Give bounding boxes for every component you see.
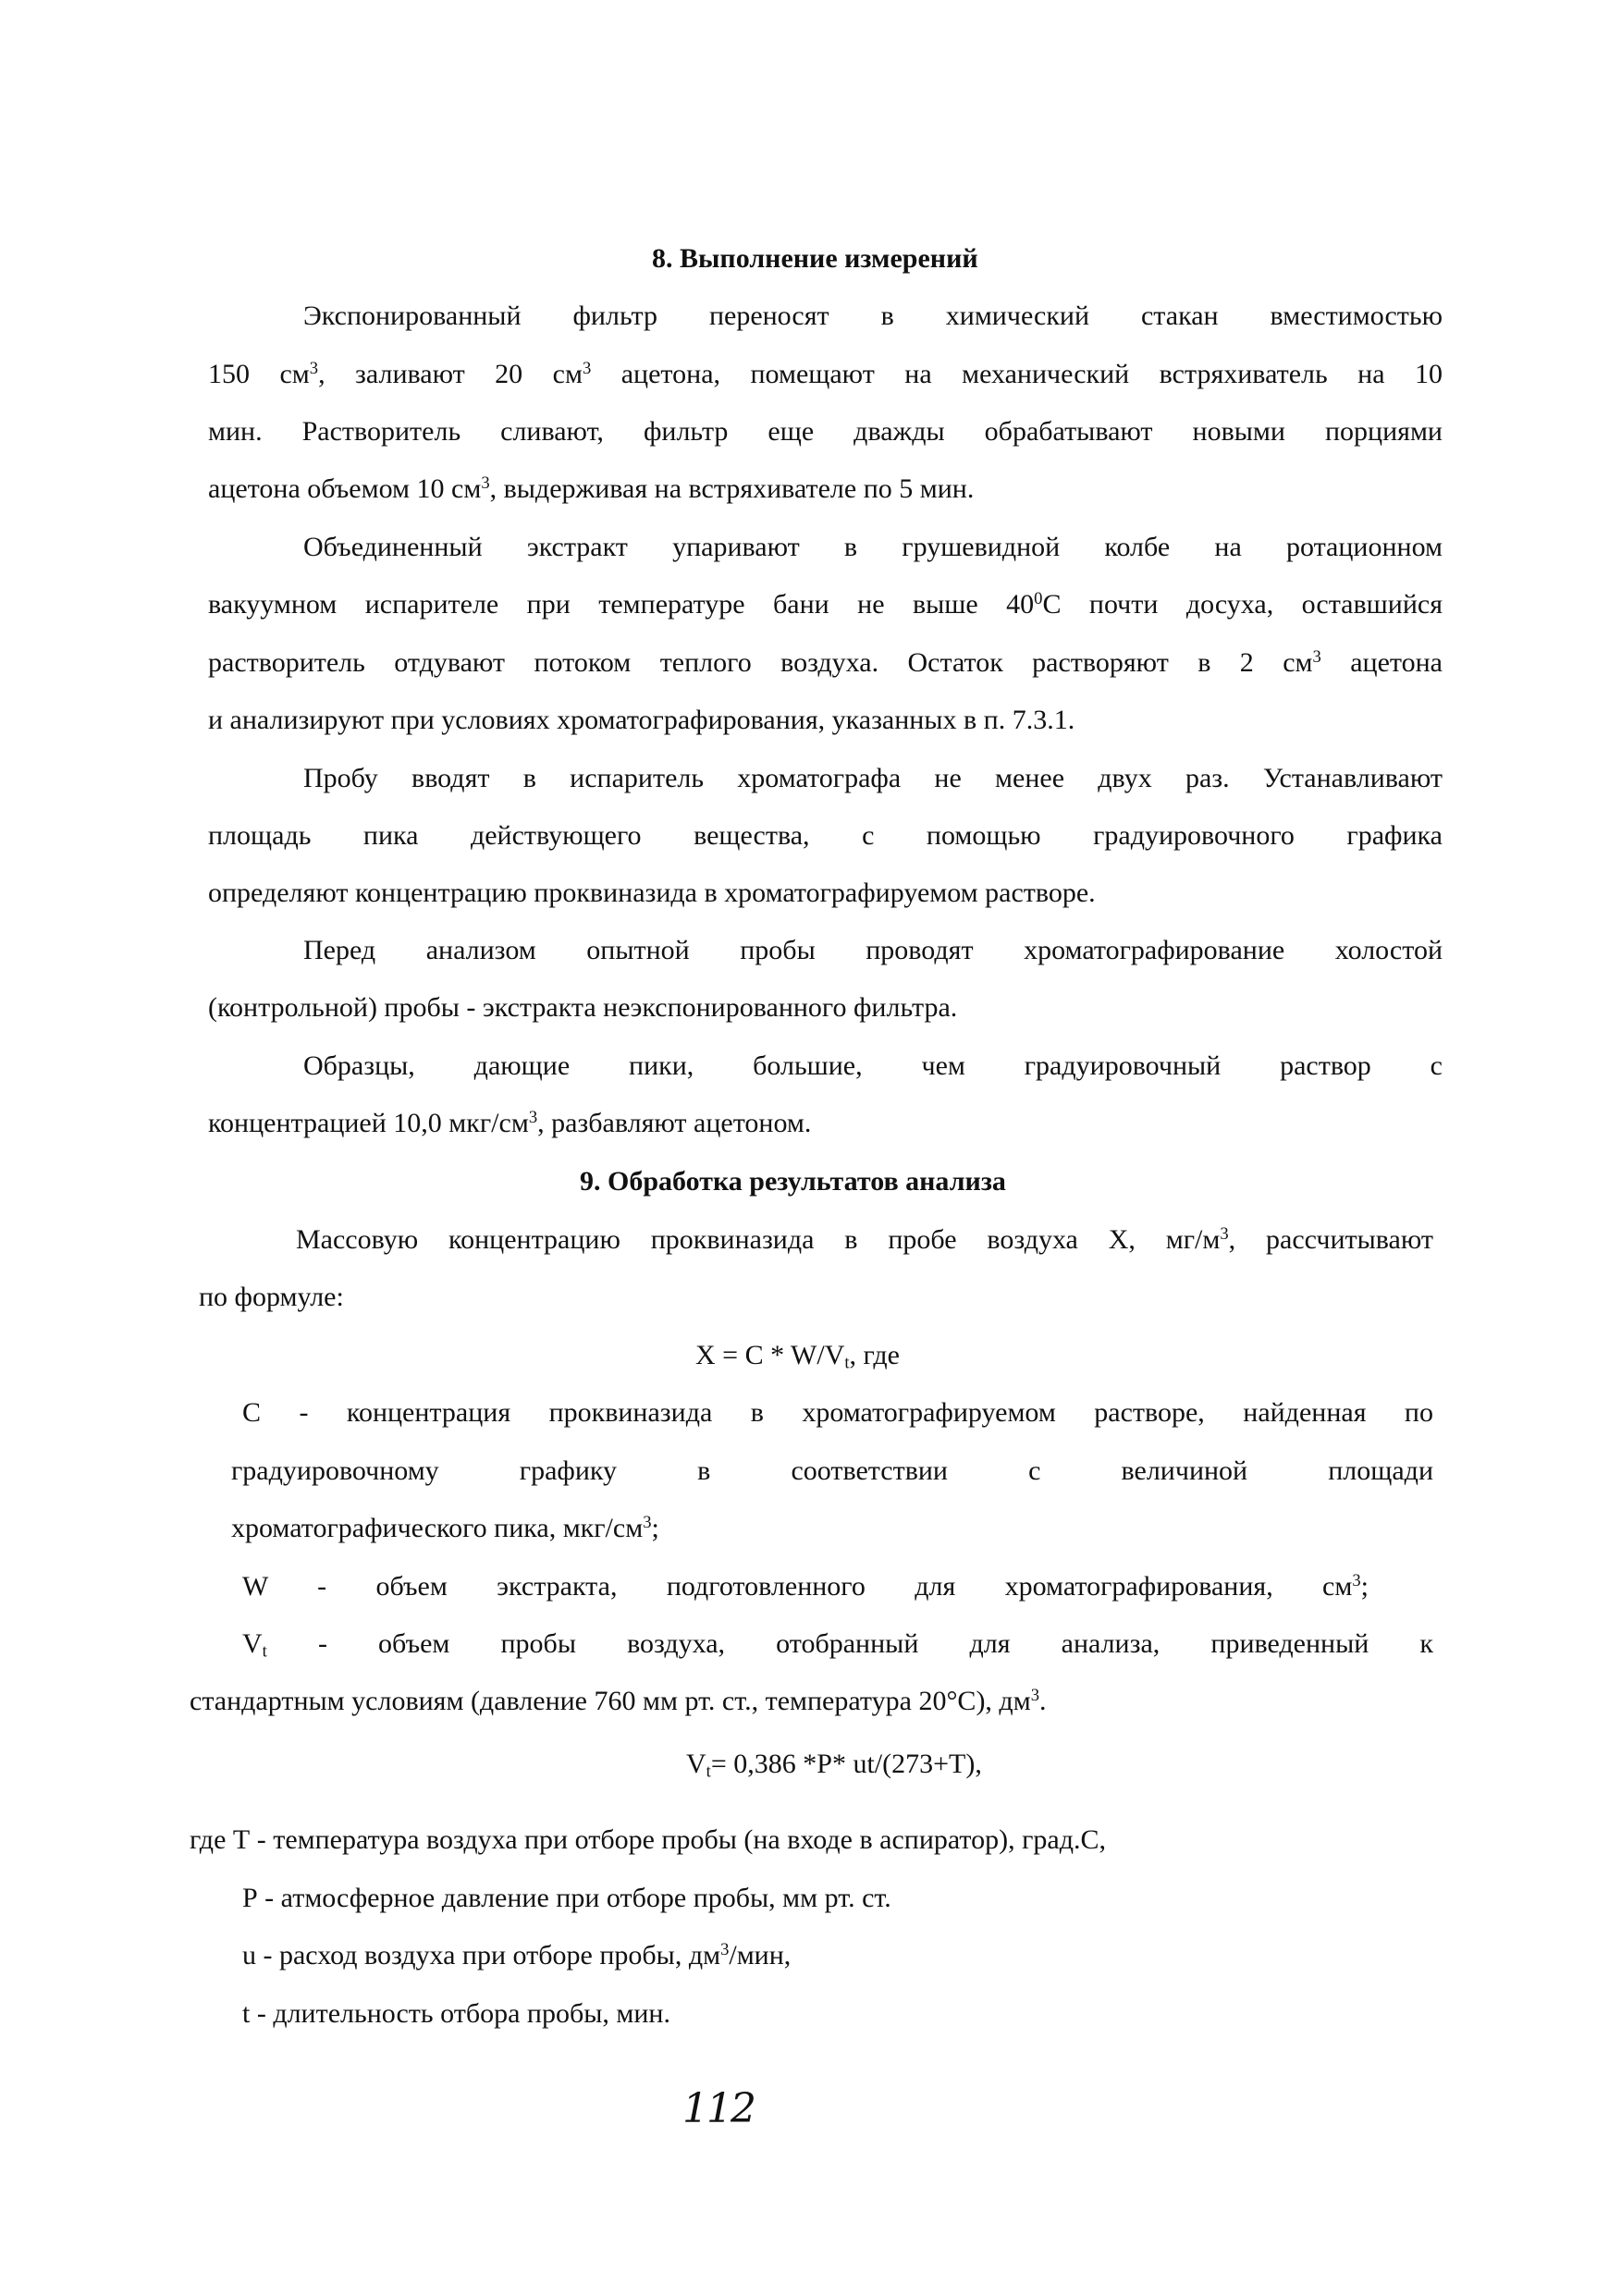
definition-v-line1: $V_t$ - объем пробы воздуха, отобранный для анализа, приведенный к bbox=[242, 1628, 1433, 1662]
section-8-p3-line3: определяют концентрацию проквиназида в хроматографируемом растворе. bbox=[208, 878, 1096, 908]
section-8-p2-line3: растворитель отдувают потоком теплого воздуха. Остаток растворяют в 2 $см^3$ ацетона bbox=[208, 646, 1443, 678]
section-8-p3-line2: площадь пика действующего вещества, с помощью градуировочного графика bbox=[208, 820, 1443, 851]
section-8-p5-line1: Образцы, дающие пики, большие, чем градуировочный раствор с bbox=[303, 1050, 1443, 1081]
definition-w: W - объем экстракта, подготовленного для хроматографирования, $см^3$; bbox=[242, 1570, 1369, 1602]
section-8-p5-line2: концентрацией 10,0 мкг/$см^3$, разбавляют ацетоном. bbox=[208, 1107, 812, 1138]
section-8-p2-line1: Объединенный экстракт упаривают в грушевидной колбе на ротационном bbox=[303, 532, 1443, 562]
definition-v-line2: стандартным условиям (давление 760 мм рт. ст., температура 20°С), $дм^3$. bbox=[190, 1685, 1047, 1716]
section-8-p1-line3: мин. Растворитель сливают, фильтр еще дважды обрабатывают новыми порциями bbox=[208, 416, 1443, 447]
page-number: 112 bbox=[682, 2085, 755, 2132]
definition-p: Р - атмосферное давление при отборе пробы, мм рт. ст. bbox=[242, 1883, 891, 1913]
section-8-p4-line2: (контрольной) пробы - экстракта неэкспонированного фильтра. bbox=[208, 992, 958, 1023]
section-9-intro-line2: по формуле: bbox=[199, 1282, 344, 1312]
definition-c-line2: градуировочному графику в соответствии с величиной площади bbox=[231, 1455, 1433, 1486]
definition-c-line1: С - концентрация проквиназида в хроматографируемом растворе, найденная по bbox=[242, 1397, 1433, 1428]
definition-c-line3: хроматографического пика, мкг/$см^3$; bbox=[231, 1512, 659, 1543]
section-8-p1-line4: ацетона объемом 10 $см^3$, выдерживая на встряхивателе по 5 мин. bbox=[208, 473, 975, 504]
definition-t: где Т - температура воздуха при отборе пробы (на входе в аспиратор), град.С, bbox=[190, 1824, 1107, 1855]
section-8-p1-line1: Экспонированный фильтр переносят в химический стакан вместимостью bbox=[303, 301, 1443, 331]
section-8-heading: 8. Выполнение измерений bbox=[652, 243, 978, 274]
formula-volume: $V_t= 0,386$ *P* ut/(273+T), bbox=[686, 1749, 982, 1782]
definition-time: t - длительность отбора пробы, мин. bbox=[242, 1998, 670, 2029]
section-9-intro-line1: Массовую концентрацию проквиназида в пробе воздуха X, $мг/м^3$, рассчитывают bbox=[296, 1223, 1433, 1255]
section-8-p2-line2: вакуумном испарителе при температуре бани не выше $40^0С$ почти досуха, оставшийся bbox=[208, 588, 1443, 620]
definition-u: u - расход воздуха при отборе пробы, $дм^3$/мин, bbox=[242, 1939, 792, 1971]
formula-concentration: $X = C * W/V_t$, где bbox=[695, 1340, 900, 1373]
section-8-p3-line1: Пробу вводят в испаритель хроматографа не менее двух раз. Устанавливают bbox=[303, 763, 1443, 793]
section-8-p4-line1: Перед анализом опытной пробы проводят хроматографирование холостой bbox=[303, 935, 1443, 965]
section-8-p1-line2: 150 $см^3$, заливают 20 $см^3$ ацетона, помещают на механический встряхиватель на 10 bbox=[208, 358, 1443, 389]
section-9-heading: 9. Обработка результатов анализа bbox=[580, 1166, 1006, 1197]
section-8-p2-line4: и анализируют при условиях хроматографирования, указанных в п. 7.3.1. bbox=[208, 705, 1075, 735]
